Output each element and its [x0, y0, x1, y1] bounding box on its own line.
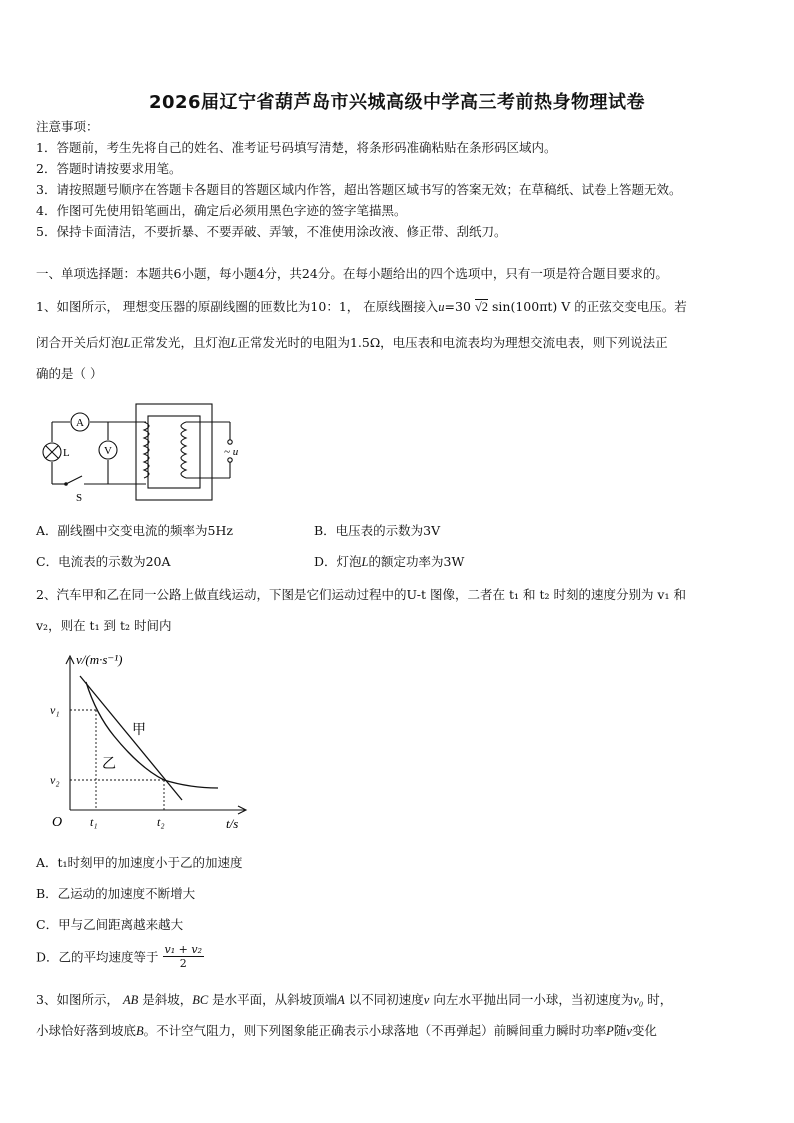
- fraction: $\frac{\text{v₁ + v₂}}{2}$: [164, 943, 202, 970]
- q2-line2: v₂，则在 t₁ 到 t₂ 时间内: [36, 618, 172, 633]
- axis-y-label: v/(m·s⁻¹): [76, 652, 123, 667]
- series-yi-curve: [86, 682, 218, 788]
- notice-item: 4．作图可先使用铅笔画出，确定后必须用黑色字迹的签字笔描黑。: [36, 203, 407, 218]
- tick-t2: t₂: [157, 815, 165, 829]
- notice-item: 5．保持卡面清洁，不要折暴、不要弄破、弄皱，不准使用涂改液、修正带、刮纸刀。: [36, 224, 507, 239]
- q2-option-d: D．乙的平均速度等于 $\frac{\text{v₁ + v₂}}{2}$: [36, 943, 202, 970]
- ammeter-icon: [71, 413, 89, 431]
- q3-line2: 小球恰好落到坡底B。不计空气阻力，则下列图象能正确表示小球落地（不再弹起）前瞬间重力瞬时功率P随v变化: [36, 1023, 657, 1038]
- notice-item: 3．请按照题号顺序在答题卡各题目的答题区域内作答，超出答题区域书写的答案无效；在草稿纸、试卷上答题无效。: [36, 182, 682, 197]
- svg-text:V: V: [104, 445, 112, 457]
- q1-line2: 闭合开关后灯泡L正常发光，且灯泡L正常发光时的电阻为1.5Ω，电压表和电流表均为理想交流电表，则下列说法正: [36, 335, 668, 350]
- q2-option-c: C．甲与乙间距离越来越大: [36, 917, 184, 932]
- tick-t1: t₁: [90, 815, 98, 829]
- q1-option-d: D．灯泡L的额定功率为3W: [314, 554, 465, 569]
- q2-option-a: A．t₁时刻甲的加速度小于乙的加速度: [36, 855, 243, 870]
- switch-label: S: [76, 492, 83, 504]
- voltmeter-icon: [99, 441, 117, 459]
- origin-label: O: [52, 815, 63, 830]
- tick-v1: v₁: [50, 703, 60, 717]
- q2-option-b: B．乙运动的加速度不断增大: [36, 886, 196, 901]
- velocity-time-graph: [40, 648, 260, 834]
- label-yi: 乙: [102, 757, 116, 772]
- q1-option-a: A．副线圈中交变电流的频率为5Hz: [36, 523, 233, 538]
- q3-line1: 3、如图所示， AB 是斜坡，BC 是水平面，从斜坡顶端A 以不同初速度v 向左水平抛出同一小球，当初速度为v₀ 时，: [36, 992, 673, 1007]
- q1-option-c: C．电流表的示数为20A: [36, 554, 171, 569]
- q1-option-b: B．电压表的示数为3V: [314, 523, 441, 538]
- svg-text:A: A: [76, 417, 84, 429]
- switch-pivot: [64, 482, 68, 486]
- tick-v2: v₂: [50, 773, 60, 787]
- notice-item: 2．答题时请按要求用笔。: [36, 161, 182, 176]
- q1-line1: 1、如图所示， 理想变压器的原副线圈的匝数比为10：1， 在原线圈接入u=30 √2 sin(100πt) V 的正弦交变电压。若: [36, 299, 687, 314]
- q1-line3: 确的是（ ）: [36, 366, 103, 381]
- label-jia: 甲: [132, 723, 146, 738]
- notice-heading: 注意事项：: [36, 119, 99, 134]
- notice-item: 1．答题前，考生先将自己的姓名、准考证号码填写清楚，将条形码准确粘贴在条形码区域内。: [36, 140, 557, 155]
- source-label: ~ u: [224, 446, 239, 458]
- section-heading: 一、单项选择题：本题共6小题，每小题4分，共24分。在每小题给出的四个选项中，只有一项是符合题目要求的。: [36, 266, 668, 281]
- lamp-icon: [43, 443, 70, 461]
- page-title: 2026届辽宁省葫芦岛市兴城高级中学高三考前热身物理试卷: [148, 92, 646, 113]
- transformer-circuit-diagram: [36, 400, 256, 508]
- svg-text:L: L: [63, 447, 70, 459]
- axis-x-label: t/s: [226, 816, 239, 831]
- q2-line1: 2、汽车甲和乙在同一公路上做直线运动，下图是它们运动过程中的U-t 图像，二者在 t₁ 和 t₂ 时刻的速度分别为 v₁ 和: [36, 587, 686, 602]
